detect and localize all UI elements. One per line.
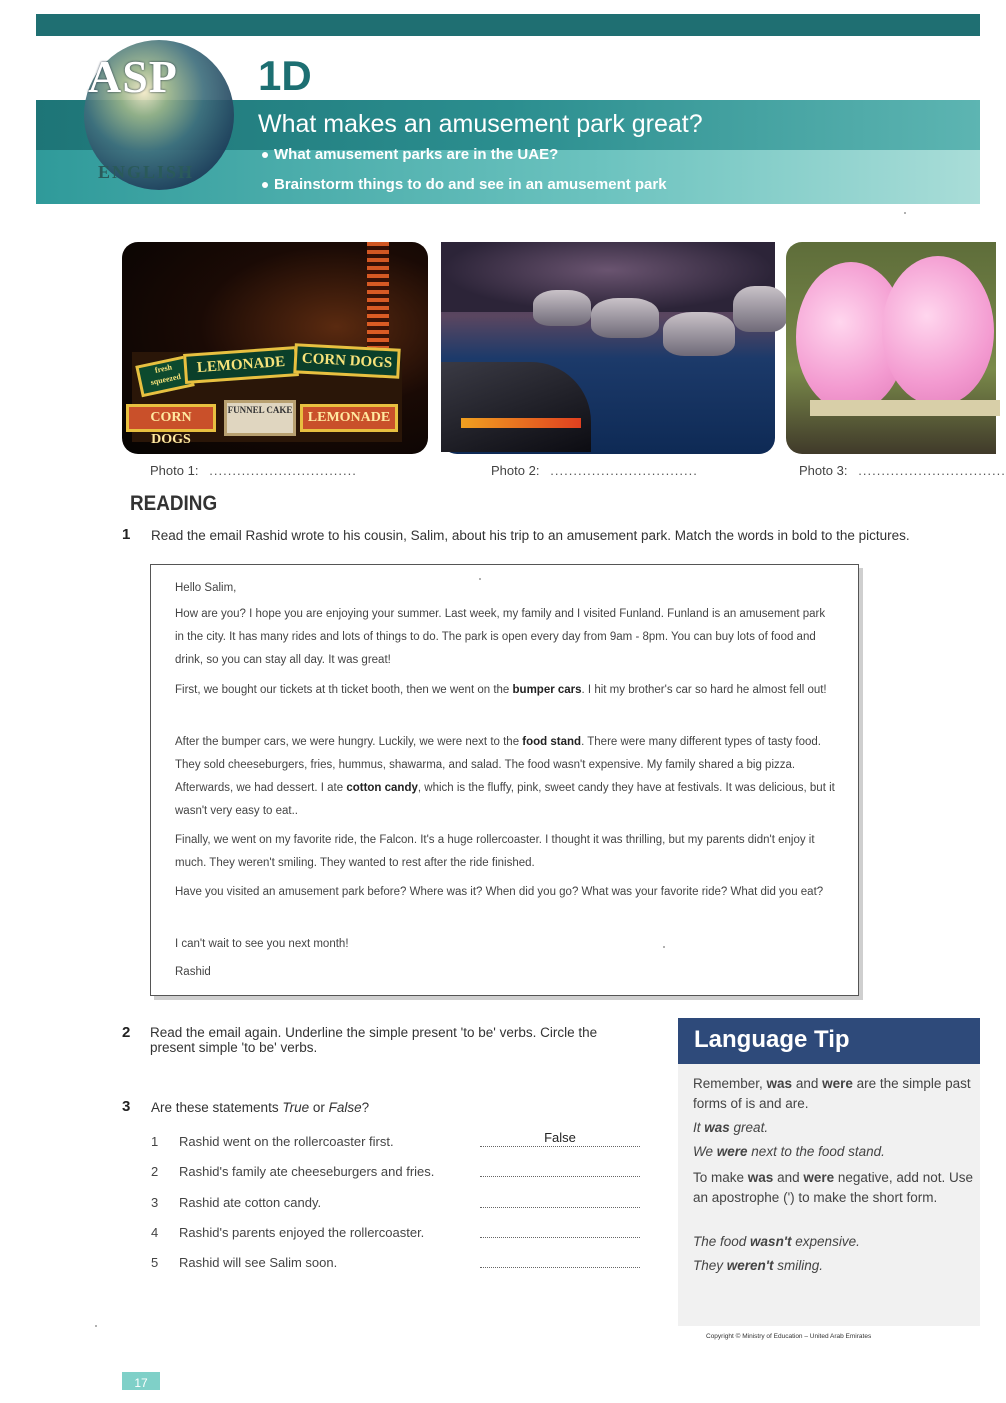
statement-1-text: Rashid went on the rollercoaster first.: [179, 1134, 394, 1149]
photo-1-caption: Photo 1: ................................: [150, 463, 357, 478]
sign-corn-dogs-lower: CORN DOGS: [126, 404, 216, 432]
sign-funnel-cake: FUNNEL CAKE: [224, 400, 296, 436]
statement-5-answer[interactable]: [480, 1251, 640, 1268]
statement-3-answer[interactable]: [480, 1191, 640, 1208]
question-3-number: 3: [122, 1098, 131, 1115]
statement-5-number: 5: [151, 1255, 159, 1270]
email-greeting: Hello Salim,: [175, 582, 237, 594]
language-tip-title: Language Tip: [694, 1026, 850, 1053]
email-box: [150, 564, 859, 996]
objective-2: Brainstorm things to do and see in an amusement park: [262, 176, 667, 193]
unit-number: 1D: [258, 52, 312, 99]
statement-2-answer[interactable]: [480, 1160, 640, 1177]
statement-3-text: Rashid ate cotton candy.: [179, 1195, 322, 1210]
copyright: Copyright © Ministry of Education – United Arab Emirates: [706, 1333, 872, 1340]
photo-3-caption: Photo 3: ................................: [799, 463, 1006, 478]
logo-subtext: ENGLISH: [98, 162, 195, 182]
photo-bumper-cars: [441, 242, 775, 454]
question-2-text: Read the email again. Underline the simple present 'to be' verbs. Circle the present simple 'to be' verbs.: [150, 1025, 598, 1055]
email-signoff: Rashid: [175, 966, 211, 978]
email-paragraph-1: How are you? I hope you are enjoying your summer. Last week, my family and I visited Funland. Funland is an amusement park in the city. It has many rides and lots of things to do. The park is open every day from 9am - 8pm. You can buy lots of food and drink, so you can stay all day. It was great!: [175, 608, 826, 666]
bold-cotton-candy: cotton candy: [346, 782, 418, 794]
statement-1-answer[interactable]: False: [480, 1130, 640, 1147]
email-paragraph-6: I can't wait to see you next month!: [175, 938, 349, 950]
logo-text: ASP: [88, 51, 178, 102]
question-1-number: 1: [122, 526, 131, 543]
bullet-icon: [262, 182, 268, 188]
bold-food-stand: food stand: [522, 736, 582, 748]
statement-2-number: 2: [151, 1164, 159, 1179]
email-paragraph-2: First, we bought our tickets at th ticket booth, then we went on the bumper cars. I hit my brother's car so hard he almost fell out!: [175, 684, 827, 696]
tip-rule-1: Remember, was and were are the simple past forms of is and are.: [693, 1076, 971, 1111]
language-tip-header: [678, 1018, 980, 1064]
email-paragraph-3: After the bumper cars, we were hungry. Luckily, we were next to the food stand. There were many different types of tasty food. They sold cheeseburgers, fries, hummus, shawarma, and salad. The food wasn't expensive. My family shared a big pizza. Afterwards, we had dessert. I ate cotton candy, which is the fluffy, pink, sweet candy they have at festivals. It was delicious, but it wasn't very easy to eat..: [175, 736, 835, 817]
sign-corn-dogs: CORN DOGS: [293, 343, 400, 379]
question-1-text: Read the email Rashid wrote to his cousin, Salim, about his trip to an amusement park. Match the words in bold to the pictures.: [151, 528, 910, 543]
statement-5-text: Rashid will see Salim soon.: [179, 1255, 338, 1270]
email-paragraph-4: Finally, we went on my favorite ride, the Falcon. It's a huge rollercoaster. I thought it was thrilling, but my parents didn't enjoy it much. They weren't smiling. They wanted to rest after the ride finished.: [175, 834, 815, 869]
statement-4-number: 4: [151, 1225, 159, 1240]
page-title: What makes an amusement park great?: [258, 110, 703, 138]
sign-lemonade: LEMONADE: [183, 346, 299, 384]
tip-example-2: We were next to the food stand.: [693, 1144, 885, 1159]
bold-bumper-cars: bumper cars: [512, 684, 582, 696]
page-number: 17: [122, 1372, 160, 1390]
statement-3-number: 3: [151, 1195, 159, 1210]
header-top-bar: [36, 14, 980, 36]
tip-example-1: It was great.: [693, 1120, 769, 1135]
statement-1-number: 1: [151, 1134, 159, 1149]
objective-1: What amusement parks are in the UAE?: [262, 146, 558, 163]
photo-food-stand: [122, 242, 428, 454]
statement-4-answer[interactable]: [480, 1221, 640, 1238]
question-3-text: Are these statements True or False?: [151, 1100, 370, 1115]
bullet-icon: [262, 152, 268, 158]
photo-cotton-candy: [786, 242, 996, 454]
sign-fresh-squeezed: fresh squeezed: [135, 355, 194, 398]
tip-example-4: They weren't smiling.: [693, 1258, 824, 1273]
tip-rule-2: To make was and were negative, add not. Use an apostrophe (') to make the short form.: [693, 1170, 973, 1205]
photo-2-caption: Photo 2: ................................: [491, 463, 698, 478]
reading-heading: READING: [130, 492, 218, 515]
statement-2-text: Rashid's family ate cheeseburgers and fries.: [179, 1164, 435, 1179]
tip-example-3: The food wasn't expensive.: [693, 1234, 860, 1249]
email-paragraph-5: Have you visited an amusement park before? Where was it? When did you go? What was your favorite ride? What did you eat?: [175, 886, 824, 898]
statement-4-text: Rashid's parents enjoyed the rollercoaster.: [179, 1225, 425, 1240]
question-2-number: 2: [122, 1024, 131, 1041]
sign-lemonade-lower: LEMONADE: [300, 404, 398, 432]
unit-header: [36, 14, 980, 204]
language-tip-box: [678, 1018, 980, 1326]
